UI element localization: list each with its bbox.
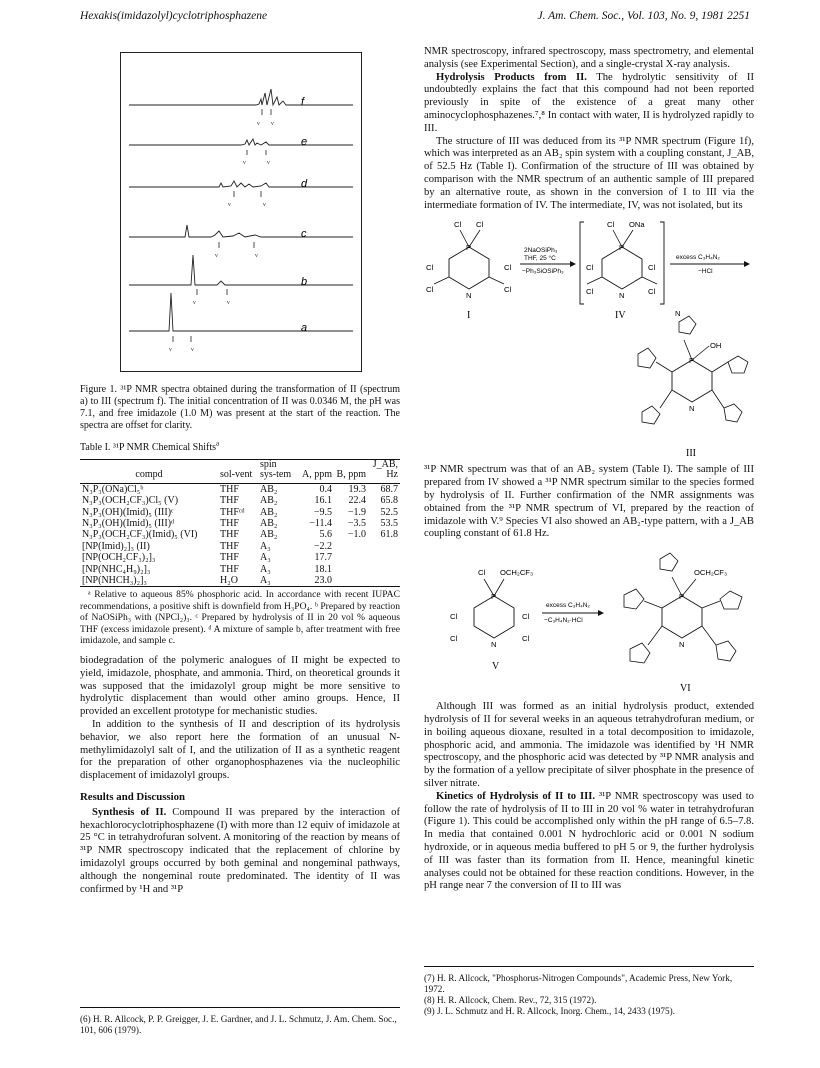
table-cell: −3.5: [347, 518, 366, 530]
reagent-text: −HCl: [698, 268, 713, 276]
table-cell: 23.0: [314, 575, 332, 587]
reaction-arrow-2: [670, 254, 750, 275]
table-row: [80, 529, 400, 540]
structure-I: [426, 220, 511, 321]
right-paragraph-2-text: The hydrolytic sensitivity of II undoubtedly explains the fact that this compound had not been reported previously in spite of the existence of a great many other aminocyclophosphazenes.⁷,⁸ In contact with water, II is hydrolyzed rapidly to III.: [424, 71, 754, 134]
table-cell: AB₂: [260, 529, 278, 541]
table-cell: N₃P₃(ONa)Cl₅ᵇ: [82, 483, 144, 495]
table-cell: [368, 575, 400, 587]
footnote-6: (6) H. R. Allcock, P. P. Greigger, J. E. Gardner, and J. L. Schmutz, J. Am. Chem. Soc., 101, 606 (1979).: [80, 1014, 397, 1035]
atom-label: N: [491, 640, 497, 650]
table-row: [80, 483, 400, 495]
atom-label: N: [679, 640, 685, 650]
atom-label: Cl: [607, 220, 615, 230]
col-solvent: sol-vent: [218, 459, 258, 483]
col-compd: compd: [80, 459, 218, 483]
table-1-footnote: ᵃ Relative to aqueous 85% phosphoric acid. In accordance with recent IUPAC recommendations, a positive shift is downfield from H₃PO₄. ᵇ Prepared by reaction of NaOSiPh₃ with (NPCl₂)₃. ᶜ Prepared by hydrolysis of II in 20 vol % aqueous THF (excess imidazole present). ᵈ A mixture of sample b, after treatment with free imidazole, and sample c.: [80, 589, 400, 647]
atom-label: Cl: [450, 634, 458, 644]
table-cell: 53.5: [380, 518, 398, 530]
table-cell: [368, 564, 400, 575]
run-in-heading: Synthesis of II.: [92, 806, 167, 818]
table-cell: H₂O: [220, 575, 238, 587]
nu-a-label: ν: [271, 121, 274, 127]
table-cell: THF: [220, 483, 239, 495]
atom-label: OH: [710, 341, 722, 351]
spectrum-e: [129, 136, 353, 166]
table-cell: [NP(OCH₂CF₃)₂]₃: [82, 552, 156, 564]
col-spin-system: spin sys-tem: [258, 459, 296, 483]
atom-label: Cl: [476, 220, 484, 230]
atom-label: P: [619, 243, 625, 253]
table-1-title: [80, 439, 400, 455]
atom-label: Cl: [504, 285, 512, 295]
spectrum-label-a: a: [301, 322, 308, 334]
spectrum-label-b: b: [301, 276, 308, 288]
atom-label: Cl: [504, 263, 512, 273]
footnote-9: (9) J. L. Schmutz and H. R. Allcock, Inorg. Chem., 14, 2433 (1975).: [424, 1006, 675, 1016]
compound-label-III: III: [686, 448, 696, 460]
header-title: Hexakis(imidazolyl)cyclotriphosphazene: [80, 10, 268, 22]
compound-label-I: I: [467, 310, 471, 322]
nu-a-label: ν: [255, 253, 258, 259]
reaction-scheme-1: [424, 212, 754, 464]
table-cell: [NP(NHCH₃)₂]₃: [82, 575, 147, 587]
table-cell: 52.5: [380, 506, 398, 518]
reagent-text: excess C₃H₄N₂: [546, 602, 590, 610]
left-column: [80, 46, 400, 896]
right-paragraph-6-text: ³¹P NMR spectroscopy was used to follow the rate of hydrolysis of II to III in 20 vol % water in tetrahydrofuran (Figure 1). This could be accomplished only within the pH range of 6.5–7.8. In media that contained 0.001 N hydrochloric acid or 0.001 N sodium hydroxide, or in aqueous media buffered to pH 5 or 9, the further hydrolysis of III was faster than its formation from II. Hence, meaningful kinetic analyses could not be obtained for these reaction conditions. However, in the pH range near 7 the conversion of II to III was: [424, 790, 754, 892]
atom-label: ONa: [629, 220, 645, 230]
structure-V: [450, 568, 533, 672]
footnote-8: (8) H. R. Allcock, Chem. Rev., 72, 315 (1972).: [424, 995, 597, 1005]
nu-b-label: ν: [193, 300, 196, 306]
structure-VI: [624, 553, 742, 694]
spectrum-b: [129, 255, 353, 306]
atom-label: Cl: [450, 612, 458, 622]
atom-label: Cl: [478, 568, 486, 578]
table-cell: AB₂: [260, 495, 278, 507]
compound-label-VI: VI: [680, 683, 691, 695]
table-cell: 16.1: [314, 495, 332, 507]
table-cell: [334, 564, 368, 575]
atom-label: N: [689, 404, 695, 414]
table-cell: [334, 552, 368, 563]
table-cell: [334, 541, 368, 552]
table-cell: [NP(Imid)₂]₃ (II): [82, 540, 150, 552]
table-cell: 65.8: [380, 495, 398, 507]
reagent-text: 2NaOSiPh₃: [524, 247, 558, 255]
left-paragraph-2: In addition to the synthesis of II and description of its hydrolysis behavior, we also report here the formation of an unusual N-methylimidazolyl salt of I, and the utilization of II as a synthetic reagent for the preparation of other organophosphazenes via the nucleophilic displacement of imidazolyl groups.: [80, 718, 400, 782]
nu-b-label: ν: [257, 121, 260, 127]
table-cell: A₃: [260, 540, 271, 552]
atom-label: P: [689, 356, 695, 366]
reaction-arrow-3: [542, 602, 604, 624]
table-cell: THF: [220, 518, 239, 530]
table-row: [80, 518, 400, 529]
table-cell: AB₂: [260, 506, 278, 518]
nu-b-label: ν: [169, 347, 172, 353]
table-cell: A₃: [260, 563, 271, 575]
atom-label: N: [619, 291, 625, 301]
table-cell: [NP(NHC₄H₉)₂]₃: [82, 563, 151, 575]
structure-III: [638, 309, 748, 459]
compound-label-V: V: [492, 661, 500, 673]
structure-IV: [580, 220, 664, 321]
table-row: [80, 564, 400, 575]
atom-label: Cl: [522, 634, 530, 644]
atom-label: N: [466, 291, 472, 301]
table-cell: AB₂: [260, 518, 278, 530]
atom-label: P: [466, 243, 472, 253]
table-cell: THF: [220, 495, 239, 507]
table-cell: 18.1: [314, 563, 332, 575]
atom-label: Cl: [522, 612, 530, 622]
col-a-ppm: A, ppm: [296, 459, 334, 483]
nu-b-label: ν: [243, 160, 246, 166]
table-cell: AB₂: [260, 483, 278, 495]
table-cell: 61.8: [380, 529, 398, 541]
atom-label: OCH₂CF₃: [500, 568, 534, 578]
table-cell: −11.4: [309, 518, 332, 530]
table-cell: −9.5: [313, 506, 332, 518]
table-cell: [368, 552, 400, 563]
table-row: [80, 507, 400, 518]
header-journal: J. Am. Chem. Soc., Vol. 103, No. 9, 1981 2251: [537, 10, 750, 22]
right-paragraph-6: [424, 791, 754, 893]
scheme-2-drawing: [424, 541, 754, 701]
table-cell: −1.9: [347, 506, 366, 518]
left-paragraph-3: [80, 807, 400, 897]
spectrum-label-d: d: [301, 178, 308, 190]
nu-b-label: ν: [228, 202, 231, 208]
table-row: [80, 575, 400, 587]
table-cell: THFᶜᵈ: [220, 506, 245, 518]
reagent-text: excess C₃H₄N₂: [676, 254, 720, 262]
atom-label: P: [491, 592, 497, 602]
atom-label: Cl: [648, 263, 656, 273]
footnotes-left: [80, 1007, 400, 1036]
table-cell: −1.0: [347, 529, 366, 541]
spectrum-c: [129, 225, 353, 259]
right-paragraph-5: Although III was formed as an initial hydrolysis product, extended hydrolysis of II for several weeks in an aqueous tetrahydrofuran medium, or in boiling aqueous dioxane, resulted in a total decomposition to imidazole, phosphoric acid, and ammonia. The imidazole was identified by ¹H NMR spectroscopy, and the phosphoric acid was detected by ³¹P NMR analysis and by the formation of a yellow precipitate of silver phosphate in the presence of silver nitrate.: [424, 701, 754, 789]
table-cell: N₃P₃(OCH₂CF₃)(Imid)₅ (VI): [82, 529, 198, 541]
table-1-title-text: Table I. ³¹P NMR Chemical Shifts: [80, 442, 217, 453]
table-1-chemical-shifts: [80, 459, 400, 588]
table-1-title-mark: a: [216, 439, 220, 448]
figure-1-nmr-spectra: [120, 52, 362, 372]
spectrum-d: [129, 178, 353, 208]
atom-label: Cl: [454, 220, 462, 230]
figure-1-caption: Figure 1. ³¹P NMR spectra obtained during the transformation of II (spectrum a) to III (spectrum f). The initial concentration of II was 0.0346 M, the pH was 7.1, and free imidazole (1.0 M) was present at the start of the reaction. The spectra are offset for clarity.: [80, 384, 400, 431]
footnotes-right: [424, 966, 754, 1017]
left-paragraph-3-text: Compound II was prepared by the interaction of hexachlorocyclotriphosphazene (I) with more than 12 equiv of imidazole at 25 °C in tetrahydrofuran solvent. A monitoring of the reaction by means of ³¹P NMR spectroscopy indicated that the replacement of chlorine by imidazolyl groups occurred by both geminal and nongeminal pathways, although the nongeminal route predominated. The identity of II was confirmed by ¹H and ³¹P: [80, 806, 400, 895]
scheme-1-drawing: [424, 212, 754, 464]
reaction-arrow-1: [520, 247, 576, 275]
reagent-text: THF, 25 °C: [524, 255, 556, 263]
table-row: [80, 495, 400, 506]
footnote-7: (7) H. R. Allcock, "Phosphorus-Nitrogen Compounds", Academic Press, New York, 1972.: [424, 973, 733, 994]
nu-a-label: ν: [267, 160, 270, 166]
table-cell: THF: [220, 563, 239, 575]
left-paragraph-1: biodegradation of the polymeric analogues of II might be expected to yield, imidazole, phosphate, and ammonia. Third, on theoretical grounds it was supposed that the imidazolyl group might be more sensitive to hydrolytic displacement than would other amino groups. Hence, II provided an excellent prototype for mechanistic studies.: [80, 654, 400, 718]
nu-b-label: ν: [215, 253, 218, 259]
atom-label: Cl: [648, 287, 656, 297]
reagent-text: −C₃H₄N₂·HCl: [544, 617, 583, 625]
right-paragraph-4: ³¹P NMR spectrum was that of an AB₂ system (Table I). The sample of III prepared from IV showed a ³¹P NMR spectrum similar to the species formed by hydrolysis of II. Further confirmation of the NMR assignments was obtained from the ³¹P NMR spectrum of VI, prepared by the reaction of imidazole with V.⁹ Species VI also showed an AB₂-type pattern, with a J_AB coupling constant of 61.8 Hz.: [424, 464, 754, 540]
nu-a-label: ν: [191, 347, 194, 353]
atom-label: Cl: [586, 263, 594, 273]
table-cell: [334, 575, 368, 587]
reagent-text: −Ph₃SiOSiPh₃: [522, 268, 564, 276]
nmr-spectra-plot: [121, 53, 361, 371]
right-paragraph-3: The structure of III was deduced from its ³¹P NMR spectrum (Figure 1f), which was interpreted as an AB₂ spin system with a coupling constant, J_AB, of 52.5 Hz (Table I). Confirmation of the structure of III was obtained by comparison with the NMR spectrum of an authentic sample of III prepared by an alternative route, as shown in the conversion of I to III via the intermediate formation of IV. The intermediate, IV, was not isolated, but its: [424, 135, 754, 211]
table-cell: THF: [220, 540, 239, 552]
table-row: [80, 552, 400, 563]
atom-label: Cl: [426, 285, 434, 295]
atom-label: Cl: [426, 263, 434, 273]
spectrum-a: [129, 293, 353, 353]
table-cell: N₃P₃(OH)(Imid)₅ (III)ᵈ: [82, 518, 175, 530]
table-cell: N₃P₃(OH)(Imid)₅ (III)ᶜ: [82, 506, 174, 518]
table-cell: 5.6: [319, 529, 332, 541]
right-paragraph-1: NMR spectroscopy, infrared spectroscopy, mass spectrometry, and elemental analysis (see Experimental Section), and a single-crystal X-ray analysis.: [424, 46, 754, 70]
run-in-heading: Kinetics of Hydrolysis of II to III.: [436, 790, 596, 802]
table-row: [80, 541, 400, 552]
table-cell: 0.4: [319, 483, 332, 495]
table-cell: 22.4: [348, 495, 366, 507]
run-in-heading: Hydrolysis Products from II.: [436, 71, 587, 83]
nu-a-label: ν: [263, 202, 266, 208]
table-cell: 68.7: [380, 483, 398, 495]
compound-label-IV: IV: [615, 310, 626, 322]
table-cell: N₃P₃(OCH₂CF₃)Cl₅ (V): [82, 495, 179, 507]
table-cell: 17.7: [314, 552, 332, 564]
table-cell: −2.2: [313, 540, 332, 552]
right-column: [424, 46, 754, 893]
spectrum-label-e: e: [301, 136, 308, 148]
spectrum-label-c: c: [301, 228, 307, 240]
spectrum-f: [129, 89, 353, 127]
col-jab: J_AB, Hz: [368, 459, 400, 483]
atom-label: OCH₂CF₃: [694, 568, 728, 578]
atom-label: P: [679, 592, 685, 602]
section-heading: Results and Discussion: [80, 790, 186, 803]
right-paragraph-2: [424, 72, 754, 136]
spectrum-label-f: f: [301, 96, 305, 108]
col-b-ppm: B, ppm: [334, 459, 368, 483]
atom-label: Cl: [586, 287, 594, 297]
table-cell: THF: [220, 552, 239, 564]
table-cell: THF: [220, 529, 239, 541]
table-cell: [368, 541, 400, 552]
reaction-scheme-2: [424, 541, 754, 701]
nu-a-label: ν: [227, 300, 230, 306]
table-cell: A₃: [260, 552, 271, 564]
running-header: [80, 10, 750, 28]
table-cell: A₃: [260, 575, 271, 587]
atom-label: N: [675, 309, 681, 319]
table-cell: 19.3: [348, 483, 366, 495]
